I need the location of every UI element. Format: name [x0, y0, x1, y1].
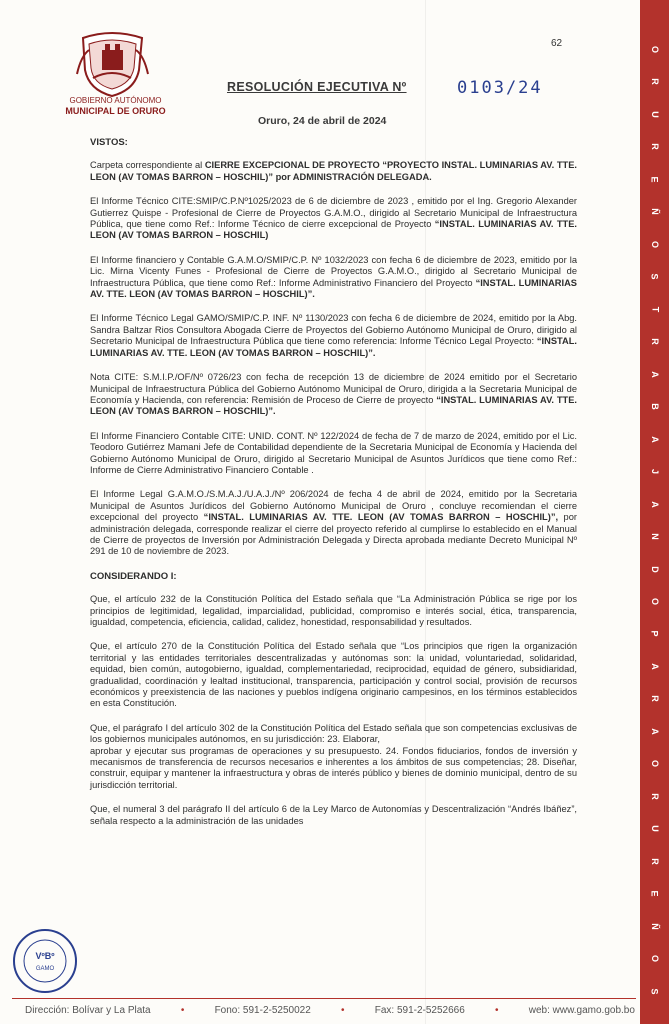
municipal-coat-of-arms-icon	[75, 30, 150, 100]
sidebar-letter: R	[650, 78, 660, 86]
sidebar-letter: A	[650, 663, 660, 670]
vistos-paragraph: El Informe Técnico CITE:SMIP/C.P.Nº1025/2023 de 6 de diciembre de 2023 , emitido por el Ing. Gregorio Alexander Gutierrez Quispe - Profesional de Cierre de Proyectos G.A.M.O., dirigido al Secretario Municipal de Infraestructura Pública, que tiene como Ref.: Informe Técnico de cierre excepcional de Proyecto “INSTAL. LUMINARIAS AV. TTE. LEON (AV TOMAS BARRON – HOSCHIL)	[90, 196, 577, 241]
sidebar-letter: A	[650, 435, 660, 443]
footer-fax: Fax: 591-2-5252666	[374, 1005, 465, 1016]
sidebar-letter: T	[650, 306, 660, 312]
official-seal-stamp	[12, 928, 78, 994]
sidebar-letter: R	[650, 695, 660, 703]
considerando-paragraph: aprobar y ejecutar sus programas de operaciones y su presupuesto. 24. Fondos fiduciarios, fondos de inversión y mecanismos de transferencia de recursos necesarios e inherentes a los ámbitos de sus competencias; 28. Diseñar, construir, equipar y mantener la infraestructura y obras de interés público y bienes de dominio municipal, dentro de su jurisdicción territorial.	[90, 745, 577, 790]
footer-phone: Fono: 591-2-5250022	[214, 1005, 311, 1016]
org-name-line2: MUNICIPAL DE ORURO	[65, 106, 166, 116]
sidebar-letter: S	[649, 988, 660, 995]
sidebar-letter: U	[650, 111, 660, 118]
vistos-paragraph: El Informe Técnico Legal GAMO/SMIP/C.P. INF. Nº 1130/2023 con fecha 6 de diciembre de 2024, emitido por la Abg. Sandra Baltzar Rios Consultora Abogada Cierre de Proyectos del Gobierno Autónomo Municipal de Oruro, dirigido al Secretario Municipal de Infraestructura Pública que tiene como referencia: Informe Técnico Legal Proyecto: “INSTAL. LUMINARIAS AV. TTE. LEON (AV TOMAS BARRON – HOSCHIL)”.	[90, 313, 577, 358]
sidebar-letter: S	[649, 273, 660, 280]
sidebar-letter: E	[649, 890, 660, 897]
bullet-separator-icon: •	[340, 1005, 345, 1016]
sidebar-letter: E	[649, 176, 660, 183]
vistos-paragraph: Carpeta correspondiente al CIERRE EXCEPCIONAL DE PROYECTO “PROYECTO INSTAL. LUMINARIAS AV. TTE. LEON (AV TOMAS BARRON – HOSCHIL)” por ADMINISTRACIÓN DELEGADA.	[90, 160, 577, 182]
document-title: RESOLUCIÓN EJECUTIVA Nº	[227, 80, 407, 94]
bullet-separator-icon: •	[180, 1005, 185, 1016]
stamp-bottom-text: GAMO	[35, 966, 55, 972]
sidebar-letter: A	[650, 728, 660, 735]
sidebar-letter: O	[649, 240, 660, 248]
org-name-line1: GOBIERNO AUTÓNOMO	[69, 96, 162, 105]
footer-divider	[12, 998, 636, 999]
sidebar-letter: U	[650, 825, 660, 832]
sidebar-slogan	[640, 0, 669, 1024]
resolution-number: 0103/24	[457, 78, 543, 98]
footer-address: Dirección: Bolívar y La Plata	[25, 1005, 151, 1016]
sidebar-letter: Ñ	[650, 208, 660, 216]
letterhead	[0, 0, 640, 145]
sidebar-letter: O	[649, 45, 660, 54]
sidebar-letter: R	[650, 793, 660, 800]
sidebar-letter: J	[649, 469, 660, 475]
informe-legal-paragraph: El Informe Legal G.A.M.O./S.M.A.J./U.A.J./Nº 206/2024 de fecha 4 de abril de 2024, emitido por la Secretaria Municipal de Asuntos Jurídicos del Gobierno Autónomo Municipal de Oruro , concluye recomiendan el cierre excepcional del proyecto “INSTAL. LUMINARIAS AV. TTE. LEON (AV TOMAS BARRON – HOSCHIL)”, por administración delegada, corresponde realizar el cierre del proyecto referido al cumplirse lo establecido en el Manual de Cierre de proyectos de Inversión por Administración Delegada y Directa aprobada mediante Decreto Municipal Nº 291 de 10 de noviembre de 2023.	[90, 489, 577, 557]
sidebar-letter: Ñ	[650, 922, 660, 930]
sidebar-letter: P	[649, 630, 660, 637]
considerando-paragraph: Que, el numeral 3 del parágrafo II del artículo 6 de la Ley Marco de Autonomías y Descentralización “Andrés Ibáñez”, señala respecto a la administración de las unidades	[90, 804, 577, 826]
vistos-paragraph: Nota CITE: S.M.I.P./OF/Nº 0726/23 con fecha de recepción 13 de diciembre de 2024 emitido por el Secretario Municipal de Infraestructura Pública del Gobierno Autónomo Municipal de Oruro, dirigida a la Secretaria Municipal de Economía y Hacienda, con referencia: Remisión de Proceso de Cierre de proyecto “INSTAL. LUMINARIAS AV. TTE. LEON (AV TOMAS BARRON – HOSCHIL)”.	[90, 372, 577, 417]
sidebar-letter: O	[649, 760, 660, 768]
stamp-center-text: VºBº	[35, 951, 55, 961]
considerando-heading: CONSIDERANDO I:	[90, 570, 177, 582]
considerando-paragraph: Que, el parágrafo I del artículo 302 de la Constitución Política del Estado señala que son competencias exclusivas de los gobiernos municipales autónomos, en su jurisdicción: 23. Elaborar,	[90, 722, 577, 745]
sidebar-letter: O	[649, 955, 660, 963]
footer	[0, 993, 640, 1024]
sidebar-letter: O	[649, 597, 660, 605]
considerando-paragraph: Que, el artículo 232 de la Constitución Política del Estado señala que “La Administración Pública se rige por los principios de legitimidad, legalidad, imparcialidad, publicidad, compromiso e interés social, ética, transparencia, igualdad, competencia, eficiencia, calidad, calidez, honestidad, responsabilidad y resultados.	[90, 594, 577, 627]
sidebar-letter: D	[650, 565, 660, 573]
document-date: Oruro, 24 de abril de 2024	[258, 115, 387, 127]
document-body	[90, 137, 577, 840]
sidebar-letter: A	[650, 500, 660, 508]
sidebar-letter: R	[650, 143, 660, 151]
sidebar-letter: R	[650, 338, 660, 345]
sidebar-letter: N	[650, 533, 660, 540]
footer-web[interactable]: web: www.gamo.gob.bo	[528, 1005, 635, 1016]
page-number: 62	[551, 38, 563, 49]
sidebar-letter: R	[650, 857, 660, 865]
footer-contact	[25, 1005, 635, 1016]
vistos-heading: VISTOS:	[90, 137, 128, 148]
sidebar-letter: A	[650, 370, 660, 378]
vistos-paragraph: El Informe Financiero Contable CITE: UNID. CONT. Nº 122/2024 de fecha de 7 de marzo de 2024, emitido por el Lic. Teodoro Gutiérrez Mamani Jefe de Contabilidad dependiente de la Secretaria Municipal de Economía y Hacienda del Gobierno Autónomo Municipal de Oruro, dirigido al Secretario Municipal de Asuntos Jurídicos que tiene como Ref.: Informe de Cierre Administrativo Financiero Contable .	[90, 430, 577, 475]
considerando-paragraph: Que, el artículo 270 de la Constitución Política del Estado señala que “Los principios que rigen la organización territorial y las entidades territoriales descentralizadas y autónomas son: la unidad, voluntariedad, solidaridad, equidad, bien común, autogobierno, igualdad, complementariedad, reciprocidad, equidad de género, subsidiaridad, gradualidad, coordinación y lealtad institucional, transparencia, participación y control social, provisión de recursos económicos y preexistencia de las naciones y pueblos indígena originario campesinos, en los términos establecidos en esta Constitución.	[90, 641, 577, 709]
sidebar-letter: B	[650, 403, 660, 410]
vistos-paragraph: El Informe financiero y Contable G.A.M.O/SMIP/C.P. Nº 1032/2023 con fecha 6 de diciembre de 2023, emitido por la Lic. Mirna Vicenty Funes - Profesional de Cierre de Proyectos G.A.M.O., dirigido al Secretario Municipal de Infraestructura Pública, que tiene como Ref.: Informe Administrativo Financiero del Proyecto “INSTAL. LUMINARIAS AV. TTE. LEON (AV TOMAS BARRON – HOSCHIL)”.	[90, 254, 577, 300]
bullet-separator-icon: •	[495, 1005, 499, 1016]
